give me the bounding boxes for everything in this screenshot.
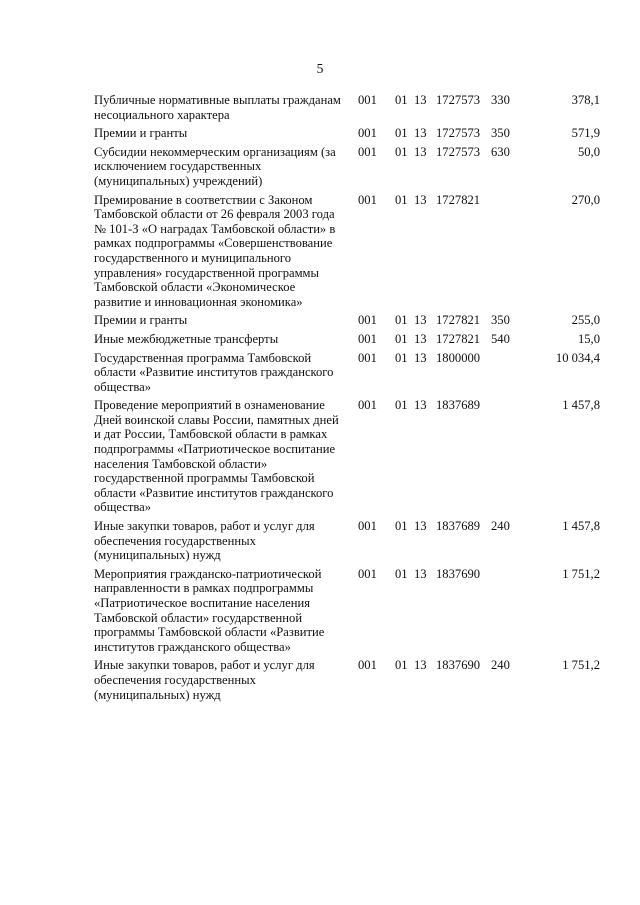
amount: 378,1 [571,93,600,107]
table-row [94,398,606,515]
expense-type-code: 540 [491,331,510,346]
item-name: Субсидии некоммерческим организациям (за исключением государственных (муниципальных) учреждений) [94,144,336,188]
item-name: Премии и гранты [94,126,188,141]
subsection-code: 13 [414,192,427,207]
section-code: 01 [395,350,408,365]
item-name: Государственная программа Тамбовской области «Развитие институтов гражданского общества» [94,350,334,394]
target-article-code: 1837689 [436,398,481,413]
section-code: 01 [395,331,408,346]
expense-type-code: 330 [491,93,510,107]
expense-type-code: 240 [491,658,510,673]
target-article-code: 1727821 [436,313,481,328]
item-name: Премирование в соответствии с Законом Тамбовской области от 26 февраля 2003 года № 101-З «О наградах Тамбовской области» в рамках подпрограммы «Совершенствование государственного и муниципального управления» государственной программы Тамбовской области «Экономическое развитие и инновационная экономика» [94,192,336,309]
section-code: 01 [395,126,408,141]
ministry-code: 001 [358,566,377,581]
expense-type-code: 350 [491,313,510,328]
subsection-code: 13 [414,658,427,673]
subsection-code: 13 [414,313,427,328]
budget-table [94,93,606,706]
ministry-code: 001 [358,350,377,365]
table-row [94,658,606,702]
target-article-code: 1727821 [436,331,481,346]
target-article-code: 1727573 [436,144,481,159]
ministry-code: 001 [358,144,377,159]
target-article-code: 1800000 [436,350,481,365]
ministry-code: 001 [358,658,377,673]
subsection-code: 13 [414,350,427,365]
amount: 50,0 [577,144,600,159]
page-number: 5 [316,61,324,76]
section-code: 01 [395,566,408,581]
section-code: 01 [395,658,408,673]
amount: 15,0 [577,331,600,346]
amount: 10 034,4 [555,350,600,365]
subsection-code: 13 [414,398,427,413]
table-row [94,93,606,122]
target-article-code: 1727573 [436,93,481,107]
target-article-code: 1837690 [436,658,481,673]
item-name: Иные закупки товаров, работ и услуг для обеспечения государственных (муниципальных) нужд [94,519,315,563]
target-article-code: 1727821 [436,192,481,207]
table-row [94,126,606,141]
subsection-code: 13 [414,331,427,346]
table-row [94,332,606,347]
item-name: Публичные нормативные выплаты гражданам несоциального характера [94,93,341,122]
subsection-code: 13 [414,519,427,534]
subsection-code: 13 [414,126,427,141]
table-row [94,351,606,395]
item-name: Проведение мероприятий в ознаменование Дней воинской славы России, памятных дней и дат России, Тамбовской области в рамках подпрограммы «Патриотическое воспитание населения Тамбовской области» государственной программы Тамбовской области «Развитие институтов гражданского общества» [94,398,339,515]
ministry-code: 001 [358,126,377,141]
amount: 1 751,2 [562,566,600,581]
expense-type-code: 350 [491,126,510,141]
subsection-code: 13 [414,93,427,107]
subsection-code: 13 [414,144,427,159]
section-code: 01 [395,519,408,534]
section-code: 01 [395,192,408,207]
expense-type-code: 630 [491,144,510,159]
ministry-code: 001 [358,93,377,107]
target-article-code: 1837689 [436,519,481,534]
item-name: Мероприятия гражданско-патриотической направленности в рамках подпрограммы «Патриотическое воспитание населения Тамбовской области» государственной программы Тамбовской области «Развитие институтов гражданского общества» [94,566,325,654]
section-code: 01 [395,93,408,107]
ministry-code: 001 [358,313,377,328]
expense-type-code: 240 [491,519,510,534]
ministry-code: 001 [358,398,377,413]
amount: 1 751,2 [562,658,600,673]
amount: 270,0 [571,192,600,207]
table-row [94,567,606,655]
ministry-code: 001 [358,192,377,207]
subsection-code: 13 [414,566,427,581]
item-name: Премии и гранты [94,313,188,328]
amount: 1 457,8 [562,398,600,413]
target-article-code: 1727573 [436,126,481,141]
section-code: 01 [395,313,408,328]
amount: 571,9 [571,126,600,141]
section-code: 01 [395,398,408,413]
target-article-code: 1837690 [436,566,481,581]
amount: 255,0 [571,313,600,328]
ministry-code: 001 [358,519,377,534]
amount: 1 457,8 [562,519,600,534]
table-row [94,313,606,328]
item-name: Иные межбюджетные трансферты [94,331,279,346]
table-row [94,193,606,310]
table-row [94,145,606,189]
item-name: Иные закупки товаров, работ и услуг для обеспечения государственных (муниципальных) нужд [94,658,315,702]
ministry-code: 001 [358,331,377,346]
table-row [94,519,606,563]
section-code: 01 [395,144,408,159]
